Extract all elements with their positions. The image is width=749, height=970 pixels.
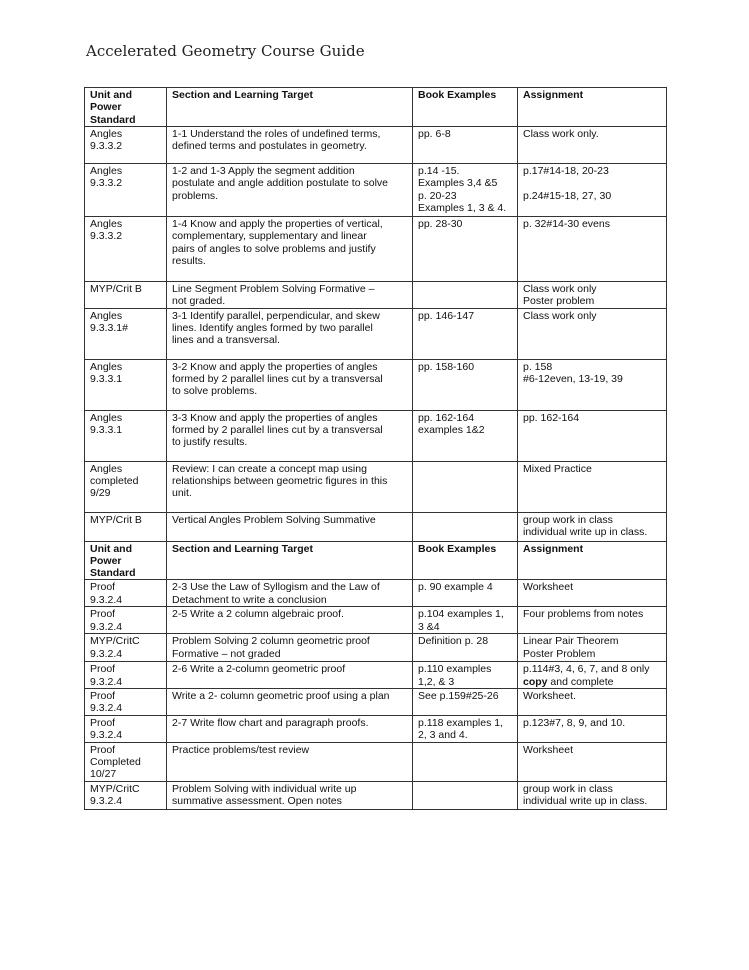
learning-target-cell: Problem Solving 2 column geometric proof Formative – not graded — [167, 634, 413, 662]
unit-cell: MYP/Crit B — [85, 512, 167, 541]
unit-cell: Unit and Power Standard — [85, 541, 167, 580]
book-examples-cell: pp. 6-8 — [413, 127, 518, 164]
copy-bold-text: copy — [523, 675, 548, 688]
book-examples-cell: pp. 28-30 — [413, 217, 518, 282]
learning-target-cell: Line Segment Problem Solving Formative – not graded. — [167, 282, 413, 309]
learning-target-cell: 2-3 Use the Law of Syllogism and the Law of Detachment to write a conclusion — [167, 580, 413, 607]
book-examples-cell: Definition p. 28 — [413, 634, 518, 662]
unit-cell: Proof 9.3.2.4 — [85, 662, 167, 689]
assignment-cell: p.17#14-18, 20-23 p.24#15-18, 27, 30 — [518, 164, 667, 217]
book-examples-cell — [413, 742, 518, 781]
learning-target-cell: 2-7 Write flow chart and paragraph proofs. — [167, 715, 413, 742]
assignment-cell: Worksheet — [518, 580, 667, 607]
assignment-text: p.114#3, 4, 6, 7, and 8 only — [523, 663, 650, 676]
unit-cell: Unit and Power Standard — [85, 88, 167, 127]
table-header-row — [85, 88, 667, 127]
learning-target-cell: 3-2 Know and apply the properties of angles formed by 2 parallel lines cut by a transversal to solve problems. — [167, 359, 413, 410]
table-row — [85, 308, 667, 359]
table-header-row — [85, 541, 667, 580]
table-row — [85, 512, 667, 541]
table-row — [85, 359, 667, 410]
assignment-cell: Assignment — [518, 88, 667, 127]
unit-cell: Angles 9.3.3.2 — [85, 164, 167, 217]
table-row — [85, 127, 667, 164]
unit-cell: Proof Completed 10/27 — [85, 742, 167, 781]
assignment-cell: p.123#7, 8, 9, and 10. — [518, 715, 667, 742]
unit-cell: MYP/Crit B — [85, 282, 167, 309]
book-examples-cell — [413, 781, 518, 809]
learning-target-cell: Write a 2- column geometric proof using a plan — [167, 689, 413, 716]
table-row — [85, 580, 667, 607]
table-row — [85, 164, 667, 217]
book-examples-cell: Book Examples — [413, 541, 518, 580]
assignment-cell: Four problems from notes — [518, 607, 667, 634]
unit-cell: Angles 9.3.3.1# — [85, 308, 167, 359]
table-row — [85, 715, 667, 742]
book-examples-cell: p.118 examples 1, 2, 3 and 4. — [413, 715, 518, 742]
unit-cell: Proof 9.3.2.4 — [85, 580, 167, 607]
unit-cell: Angles 9.3.3.1 — [85, 359, 167, 410]
table-row — [85, 410, 667, 461]
assignment-cell: pp. 162-164 — [518, 410, 667, 461]
learning-target-cell: 1-1 Understand the roles of undefined terms, defined terms and postulates in geometry. — [167, 127, 413, 164]
book-examples-cell: pp. 162-164 examples 1&2 — [413, 410, 518, 461]
learning-target-cell: Section and Learning Target — [167, 88, 413, 127]
learning-target-cell: 1-2 and 1-3 Apply the segment addition postulate and angle addition postulate to solve problems. — [167, 164, 413, 217]
assignment-cell: p. 32#14-30 evens — [518, 217, 667, 282]
table-row — [85, 662, 667, 689]
learning-target-cell: 2-6 Write a 2-column geometric proof — [167, 662, 413, 689]
assignment-cell: Mixed Practice — [518, 461, 667, 512]
book-examples-cell: p.14 -15. Examples 3,4 &5 p. 20-23 Examples 1, 3 & 4. — [413, 164, 518, 217]
unit-cell: MYP/CritC 9.3.2.4 — [85, 634, 167, 662]
learning-target-cell: 1-4 Know and apply the properties of vertical, complementary, supplementary and linear pairs of angles to solve problems and justify results. — [167, 217, 413, 282]
unit-cell: MYP/CritC 9.3.2.4 — [85, 781, 167, 809]
table-row — [85, 781, 667, 809]
table-row — [85, 607, 667, 634]
learning-target-cell: Section and Learning Target — [167, 541, 413, 580]
assignment-cell: Class work only Poster problem — [518, 282, 667, 309]
unit-cell: Proof 9.3.2.4 — [85, 689, 167, 716]
book-examples-cell — [413, 461, 518, 512]
assignment-cell: Worksheet. — [518, 689, 667, 716]
unit-cell: Angles 9.3.3.2 — [85, 127, 167, 164]
assignment-cell: Worksheet — [518, 742, 667, 781]
unit-cell: Proof 9.3.2.4 — [85, 715, 167, 742]
learning-target-cell: 2-5 Write a 2 column algebraic proof. — [167, 607, 413, 634]
learning-target-cell: Problem Solving with individual write up summative assessment. Open notes — [167, 781, 413, 809]
table-row — [85, 742, 667, 781]
assignment-cell: group work in class individual write up in class. — [518, 512, 667, 541]
table-row — [85, 461, 667, 512]
table-row — [85, 217, 667, 282]
book-examples-cell: Book Examples — [413, 88, 518, 127]
book-examples-cell — [413, 282, 518, 309]
assignment-cell: Class work only — [518, 308, 667, 359]
book-examples-cell: pp. 158-160 — [413, 359, 518, 410]
assignment-cell: Class work only. — [518, 127, 667, 164]
assignment-cell: Assignment — [518, 541, 667, 580]
learning-target-cell: Review: I can create a concept map using relationships between geometric figures in this unit. — [167, 461, 413, 512]
book-examples-cell: See p.159#25-26 — [413, 689, 518, 716]
book-examples-cell: p. 90 example 4 — [413, 580, 518, 607]
complete-text: and complete — [547, 675, 614, 688]
learning-target-cell: Vertical Angles Problem Solving Summative — [167, 512, 413, 541]
assignment-cell — [518, 662, 667, 689]
learning-target-cell: 3-3 Know and apply the properties of angles formed by 2 parallel lines cut by a transversal to justify results. — [167, 410, 413, 461]
table-row — [85, 634, 667, 662]
course-guide-table — [84, 87, 667, 810]
book-examples-cell: pp. 146-147 — [413, 308, 518, 359]
unit-cell: Proof 9.3.2.4 — [85, 607, 167, 634]
unit-cell: Angles 9.3.3.2 — [85, 217, 167, 282]
unit-cell: Angles completed 9/29 — [85, 461, 167, 512]
assignment-cell: p. 158 #6-12even, 13-19, 39 — [518, 359, 667, 410]
book-examples-cell: p.110 examples 1,2, & 3 — [413, 662, 518, 689]
unit-cell: Angles 9.3.3.1 — [85, 410, 167, 461]
learning-target-cell: Practice problems/test review — [167, 742, 413, 781]
table-row — [85, 282, 667, 309]
book-examples-cell — [413, 512, 518, 541]
learning-target-cell: 3-1 Identify parallel, perpendicular, and skew lines. Identify angles formed by two parallel lines and a transversal. — [167, 308, 413, 359]
table-row — [85, 689, 667, 716]
book-examples-cell: p.104 examples 1, 3 &4 — [413, 607, 518, 634]
assignment-cell: group work in class individual write up in class. — [518, 781, 667, 809]
document-title: Accelerated Geometry Course Guide — [86, 42, 365, 60]
assignment-cell: Linear Pair Theorem Poster Problem — [518, 634, 667, 662]
